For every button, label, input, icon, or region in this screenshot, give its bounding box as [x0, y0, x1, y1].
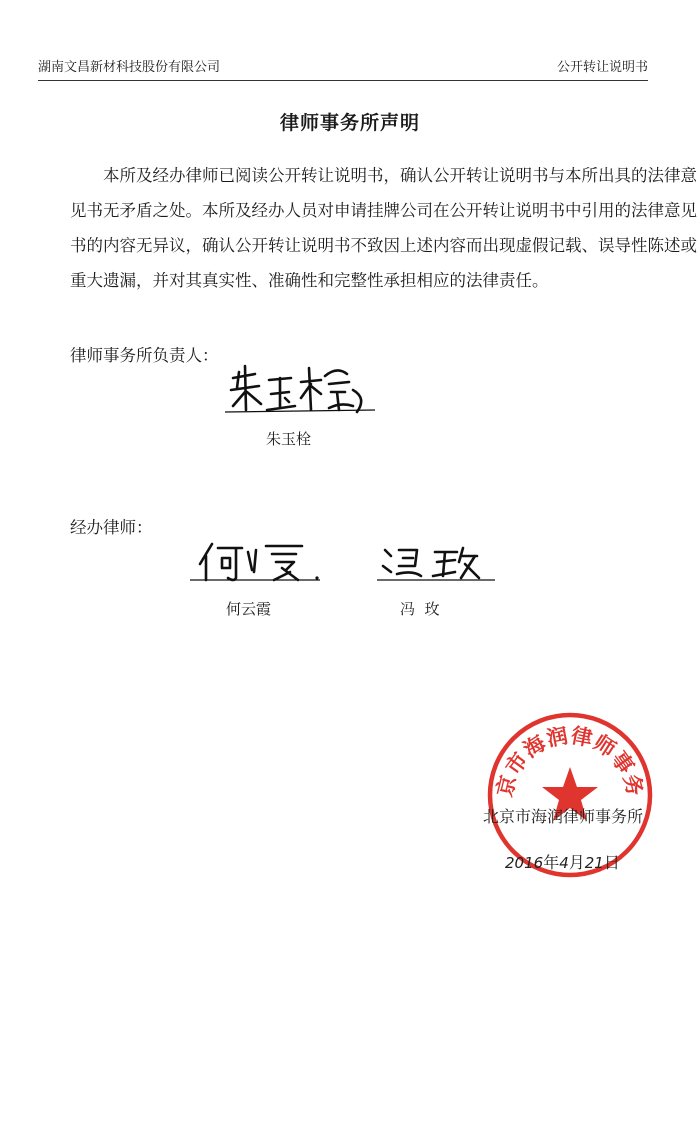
page-header: [38, 56, 648, 80]
lawyer-name-1: 何云霞: [226, 600, 272, 618]
statement-line: 本所及经办律师已阅读公开转让说明书，确认公开转让说明书与本所出具的法律意: [103, 166, 697, 185]
firm-name: 北京市海润律师事务所: [483, 807, 644, 826]
statement-line: 重大遗漏，并对其真实性、准确性和完整性承担相应的法律责任。: [70, 271, 549, 290]
header-company: 湖南文昌新材科技股份有限公司: [38, 60, 221, 75]
statement-line: 书的内容无异议，确认公开转让说明书不致因上述内容而出现虚假记载、误导性陈述或: [70, 236, 697, 255]
lawyer-signature-1: [190, 540, 325, 584]
principal-label: 律师事务所负责人：: [70, 346, 219, 365]
principal-name: 朱玉栓: [266, 430, 312, 448]
lawyers-label: 经办律师：: [70, 518, 153, 537]
date-day-suffix: 日: [603, 853, 620, 872]
lawyer-name-2: 冯 玫: [400, 600, 440, 618]
date-day: 21: [584, 854, 604, 872]
date-month: 4: [559, 854, 569, 872]
date-month-suffix: 月: [568, 853, 585, 872]
statement-line: 见书无矛盾之处。本所及经办人员对申请挂牌公司在公开转让说明书中引用的法律意见: [70, 201, 697, 220]
statement-paragraph: [70, 158, 697, 298]
svg-text:北京市海润律师事务所: [469, 685, 648, 799]
page-title: 律师事务所声明: [279, 112, 420, 134]
signing-date: [505, 850, 620, 873]
lawyer-signature-2: [377, 544, 495, 584]
seal-text: 北京市海润律师事务所: [469, 685, 649, 800]
principal-signature: [225, 362, 375, 422]
header-rule: [38, 80, 648, 81]
date-year-suffix: 年: [543, 853, 560, 872]
header-doc-title: 公开转让说明书: [556, 60, 648, 75]
date-year: 2016: [505, 854, 544, 872]
